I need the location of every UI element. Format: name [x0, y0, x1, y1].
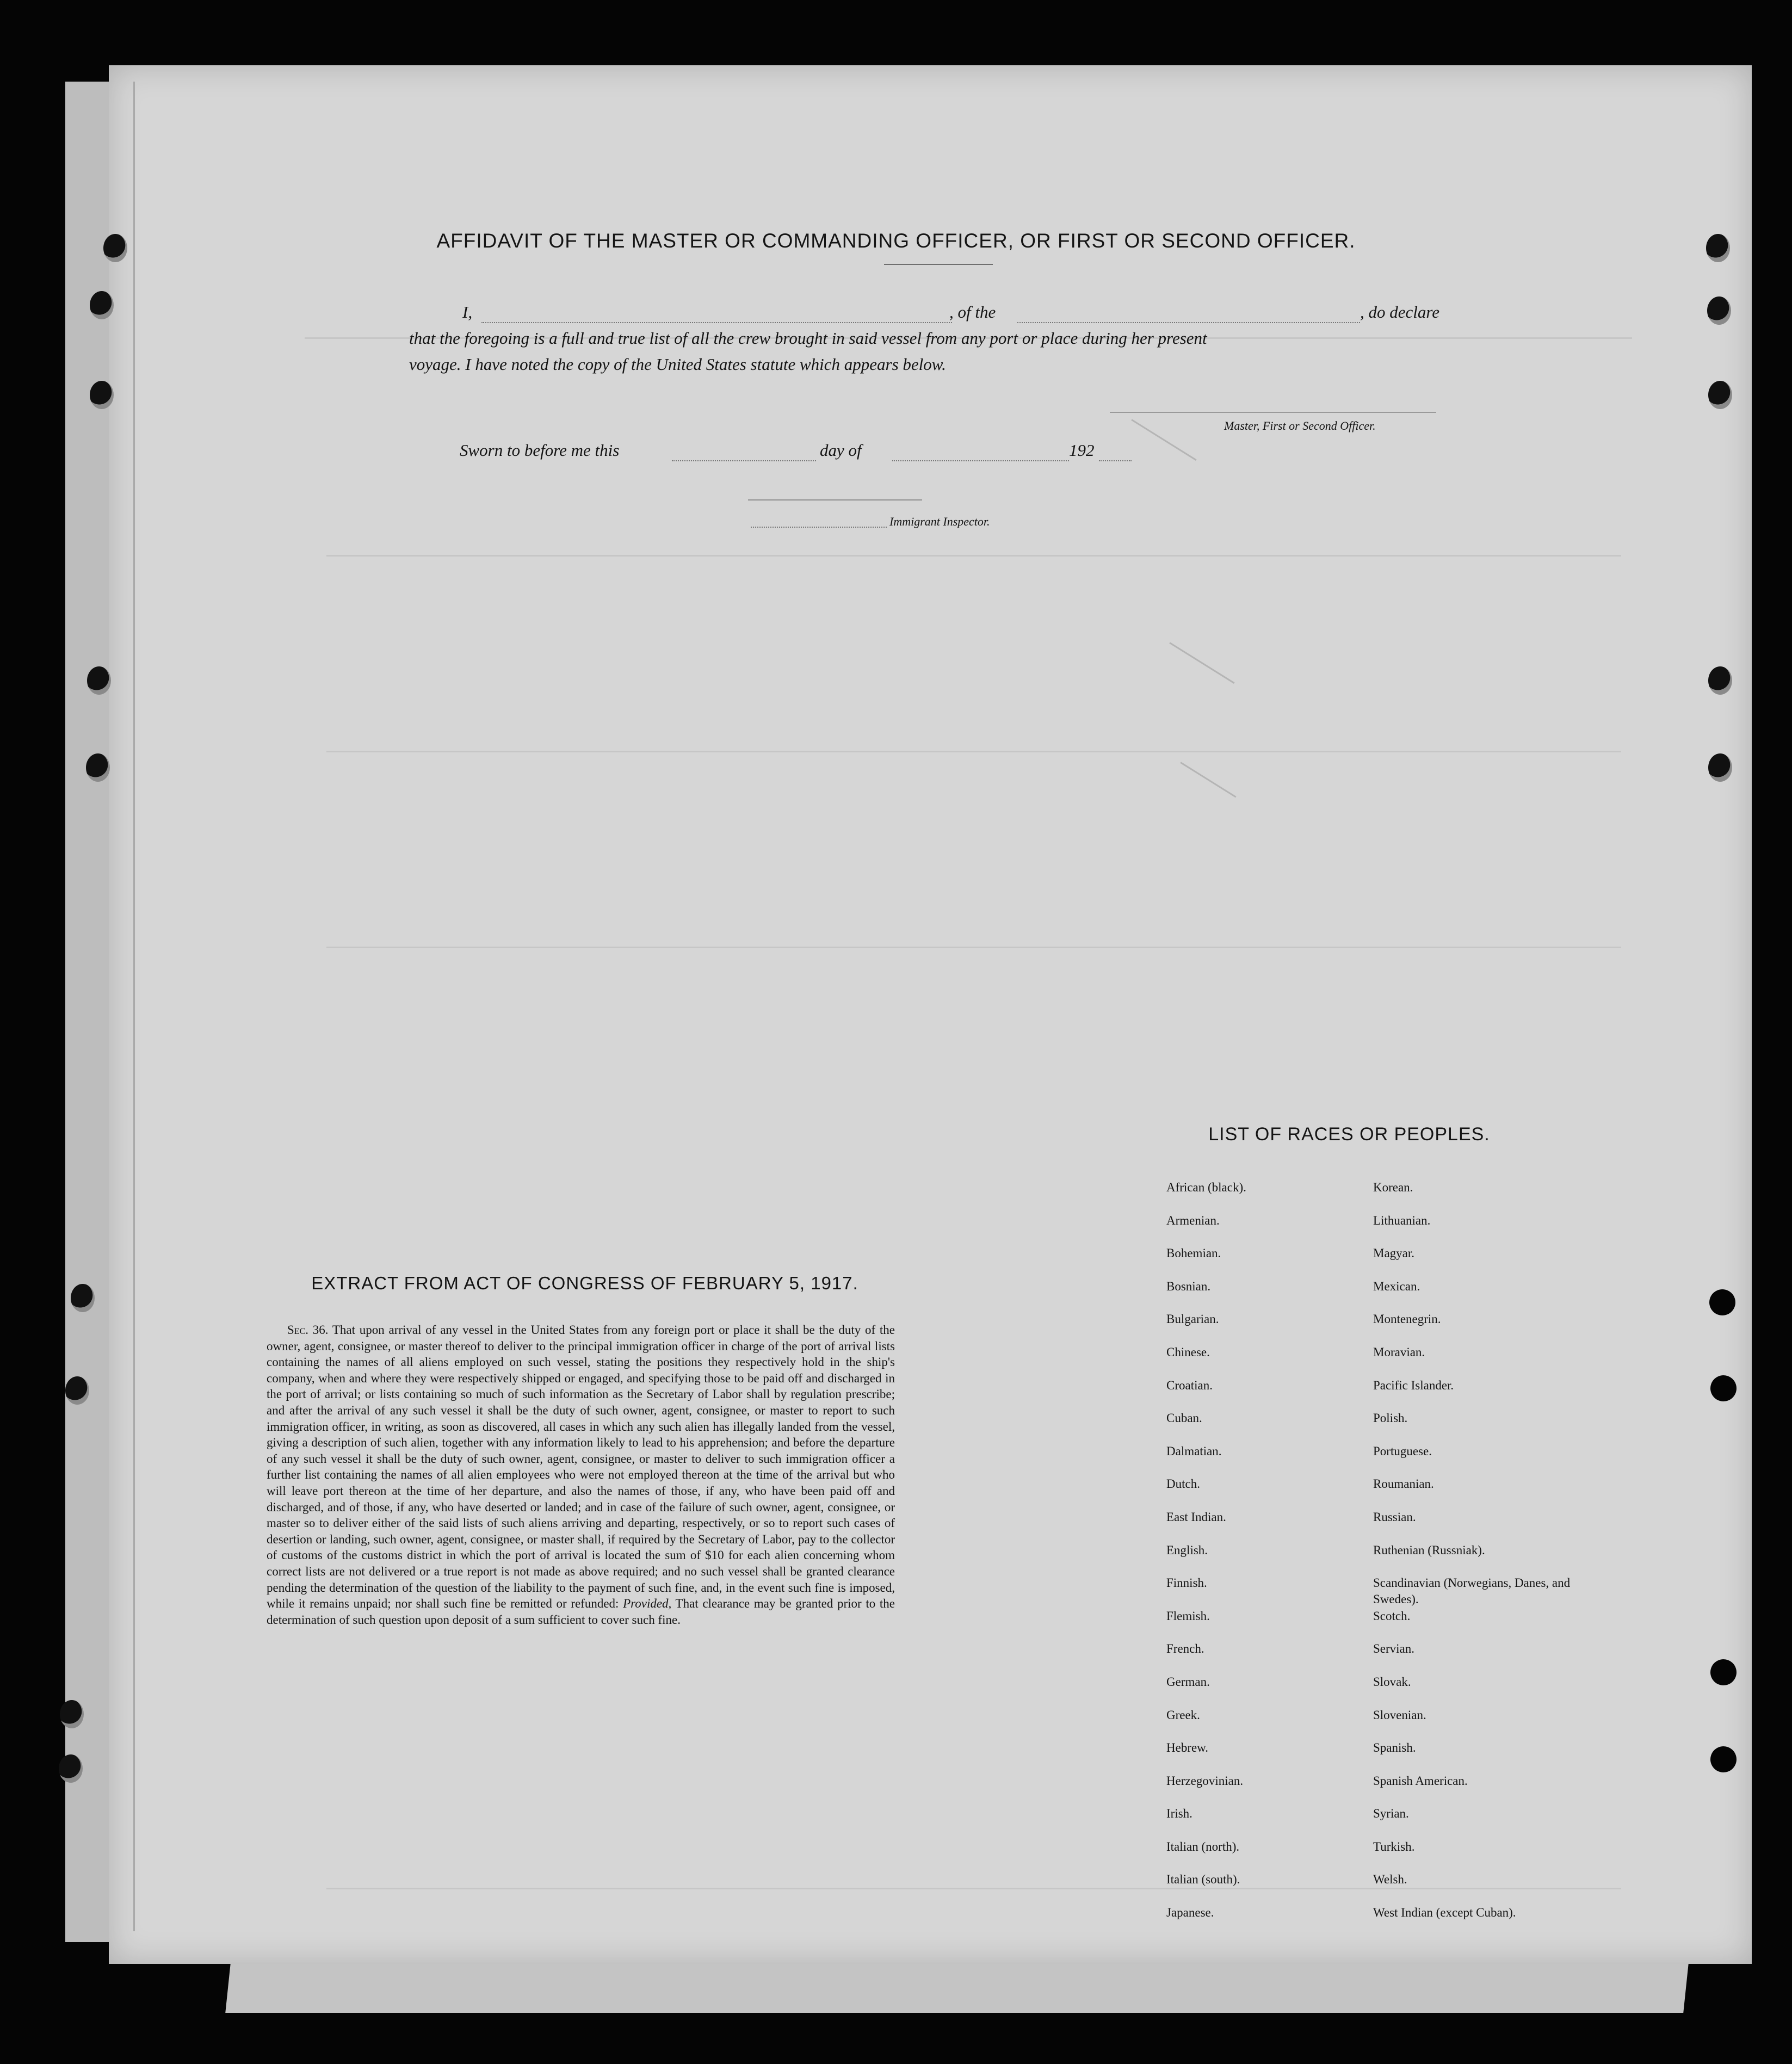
race-item: Bosnian. [1166, 1279, 1211, 1293]
vessel-name-field[interactable] [1017, 322, 1360, 323]
race-item: Italian (north). [1166, 1839, 1240, 1853]
race-item: Moravian. [1373, 1345, 1425, 1359]
race-item: Portuguese. [1373, 1444, 1432, 1458]
ruled-line [326, 555, 1621, 557]
affidavit-line-2: that the foregoing is a full and true list of all the crew brought in said vessel from any port or place during her present [409, 329, 1207, 348]
race-item: Roumanian. [1373, 1477, 1434, 1491]
race-item: Chinese. [1166, 1345, 1210, 1359]
race-item: Russian. [1373, 1510, 1416, 1524]
punch-hole [71, 1284, 95, 1312]
affidavit-line-3: voyage. I have noted the copy of the United States statute which appears below. [409, 355, 946, 374]
title-rule [884, 264, 993, 265]
race-item: Dalmatian. [1166, 1444, 1222, 1458]
punch-hole [60, 1700, 84, 1728]
race-item: Flemish. [1166, 1609, 1210, 1623]
extract-text-proviso: That clearance may be granted prior to the determination of such question upon deposit of a sum sufficient to cover such fine. [267, 1597, 895, 1627]
race-item: French. [1166, 1642, 1204, 1656]
punch-hole [90, 381, 114, 409]
affidavit-of-the: , of the [949, 302, 996, 322]
race-item: English. [1166, 1543, 1208, 1557]
master-signature-field[interactable] [1110, 412, 1436, 413]
race-item: Servian. [1373, 1642, 1415, 1656]
punch-hole [1709, 1289, 1735, 1315]
extract-text-main: That upon arrival of any vessel in the United States from any foreign port or place it shall be the duty of the owner, agent, consignee, or master thereof to deliver to the principal immigration officer in charge of the port of arrival lists containing the names of all aliens employed on such vessel, stating the positions they respectively hold in the ship's company, when and where they were respectively shipped or engaged, and specifying those to be paid off and discharged in the port of arrival; or lists containing so much of such information as the Secretary of Labor shall by regulation prescribe; and after the arrival of any such vessel it shall be the duty of such owner, agent, consignee, or master to report to such immigration officer, in writing, as soon as discovered, all cases in which any such alien has illegally landed from the vessel, giving a description of such alien, together with any information likely to lead to his apprehension; and before the departure of any such vessel it shall be the duty of such owner, agent, consignee, or master to deliver to such immigration officer a further list containing the names of all alien employees who were not employed thereon at the time of the arrival but who will leave port thereon at the time of her departure, and also the names of those, if any, who have been paid off and discharged, and of those, if any, who have deserted or landed; and in case of the failure of such owner, agent, consignee, or master so to deliver either of the said lists of such aliens arriving and departing, respectively, or so to report such cases of desertion or landing, such owner, agent, consignee, or master shall, if required by the Secretary of Labor, pay to the collector of customs of the customs district in which the port of arrival is located the sum of $10 for each alien concerning whom correct lists are not delivered or a true report is not made as above required; and no such vessel shall be granted clearance pending the determination of the question of the liability to the payment of such fine, and, in the event such fine is imposed, while it remains unpaid; nor shall such fine be remitted or refunded: [267, 1323, 895, 1611]
section-label: Sec. 36. [287, 1323, 329, 1337]
affidavit-i-label: I, [462, 302, 473, 322]
race-item: Turkish. [1373, 1839, 1415, 1853]
punch-hole [1707, 296, 1731, 325]
race-item: Scandinavian (Norwegians, Danes, and Swedes). [1373, 1576, 1571, 1606]
race-item: Welsh. [1373, 1873, 1407, 1887]
race-item: Mexican. [1373, 1279, 1420, 1293]
race-item: Armenian. [1166, 1213, 1220, 1227]
race-item: Dutch. [1166, 1477, 1200, 1491]
punch-hole [1708, 753, 1732, 782]
master-signature-caption: Master, First or Second Officer. [1224, 419, 1376, 432]
punch-hole [1708, 666, 1732, 695]
ruled-line [326, 947, 1621, 948]
punch-hole [86, 753, 110, 782]
race-item: Ruthenian (Russniak). [1373, 1543, 1485, 1557]
inspector-caption: Immigrant Inspector. [889, 515, 990, 528]
race-item: Hebrew. [1166, 1741, 1209, 1755]
punch-hole [87, 666, 111, 695]
provided-label: Provided, [623, 1597, 672, 1611]
race-item: Cuban. [1166, 1411, 1202, 1425]
races-title: LIST OF RACES OR PEOPLES. [1208, 1124, 1490, 1145]
races-list [1166, 1179, 1596, 1938]
race-item: German. [1166, 1674, 1210, 1689]
sworn-month-field[interactable] [892, 460, 1069, 461]
inspector-signature-field[interactable] [751, 527, 887, 528]
day-of-label: day of [820, 441, 862, 460]
race-item: Japanese. [1166, 1906, 1214, 1920]
race-item: Slovak. [1373, 1674, 1411, 1689]
punch-hole [1710, 1659, 1737, 1685]
race-item: Italian (south). [1166, 1873, 1240, 1887]
race-item: Korean. [1373, 1181, 1413, 1194]
officer-name-field[interactable] [481, 322, 952, 323]
sworn-day-field[interactable] [672, 460, 816, 461]
race-item: Bohemian. [1166, 1246, 1221, 1260]
race-item: African (black). [1166, 1181, 1246, 1194]
sworn-label: Sworn to before me this [460, 441, 620, 460]
punch-hole [1710, 1746, 1737, 1772]
race-item: East Indian. [1166, 1510, 1226, 1524]
punch-hole [59, 1754, 83, 1783]
race-item: Polish. [1373, 1411, 1408, 1425]
race-item: Spanish American. [1373, 1773, 1468, 1788]
race-item: Bulgarian. [1166, 1312, 1219, 1326]
punch-hole [65, 1376, 89, 1405]
race-item: Irish. [1166, 1807, 1192, 1821]
race-item: Herzegovinian. [1166, 1773, 1244, 1788]
sworn-year-field[interactable] [1099, 460, 1132, 461]
race-item: Syrian. [1373, 1807, 1409, 1821]
race-item: Slovenian. [1373, 1708, 1426, 1722]
race-item: Spanish. [1373, 1741, 1416, 1755]
year-prefix: 192 [1069, 441, 1095, 460]
punch-hole [1708, 381, 1732, 409]
affidavit-title: AFFIDAVIT OF THE MASTER OR COMMANDING OFFICER, OR FIRST OR SECOND OFFICER. [436, 230, 1356, 252]
punch-hole [1710, 1375, 1737, 1401]
extract-title: EXTRACT FROM ACT OF CONGRESS OF FEBRUARY 5, 1917. [311, 1273, 858, 1293]
race-item: Scotch. [1373, 1609, 1411, 1623]
extract-body [267, 1322, 895, 1628]
race-item: Finnish. [1166, 1576, 1207, 1590]
race-item: Lithuanian. [1373, 1213, 1431, 1227]
race-item: Croatian. [1166, 1378, 1213, 1392]
affidavit-do-declare: , do declare [1360, 302, 1440, 322]
punch-hole [90, 291, 114, 319]
margin-rule [133, 82, 135, 1931]
race-item: Magyar. [1373, 1246, 1415, 1260]
ruled-line [326, 751, 1621, 752]
race-item: Greek. [1166, 1708, 1200, 1722]
race-item: West Indian (except Cuban). [1373, 1906, 1516, 1920]
inspector-signature-rule [748, 499, 922, 500]
race-item: Pacific Islander. [1373, 1378, 1454, 1392]
race-item: Montenegrin. [1373, 1312, 1441, 1326]
